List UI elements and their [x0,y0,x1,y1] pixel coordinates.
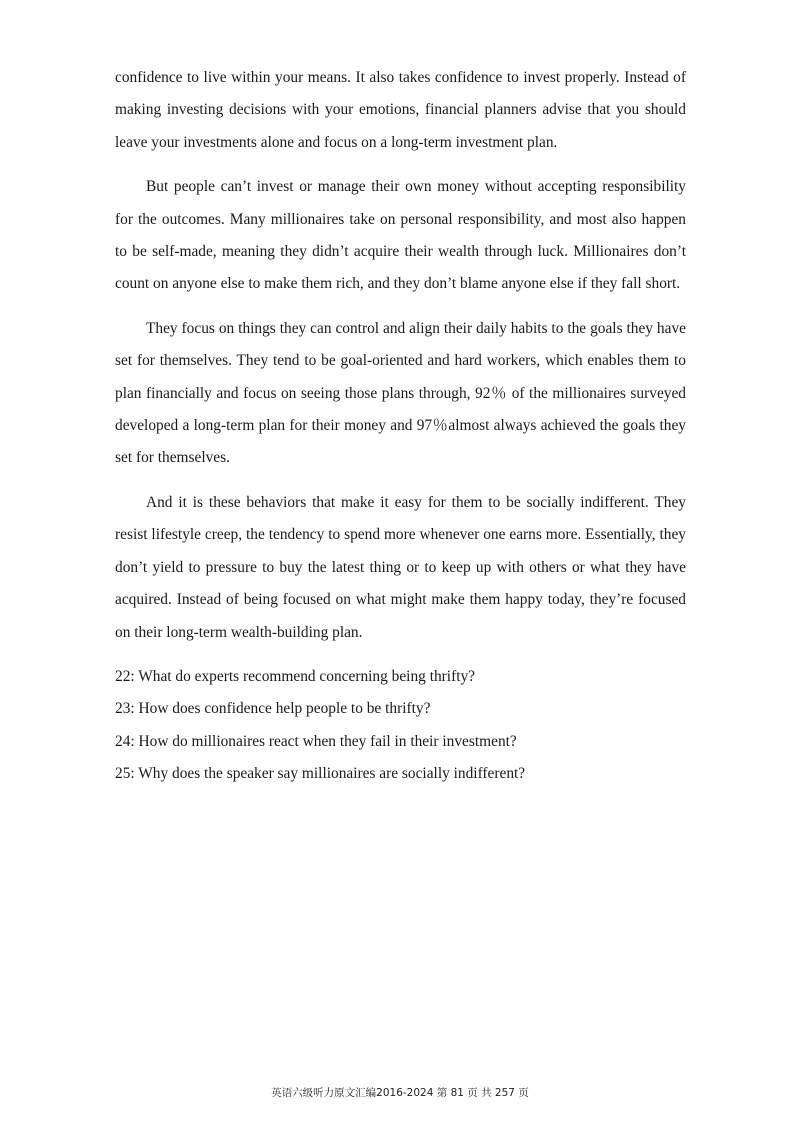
paragraph-1: confidence to live within your means. It also takes confidence to invest properly. Instead of making investing decisions with your emotions, financial planners advise that you should leave your investments alone and focus on a long-term investment plan. [115,69,686,151]
question-25: 25: Why does the speaker say millionaires are socially indifferent? [115,765,526,783]
paragraph-4: And it is these behaviors that make it easy for them to be socially indifferent. They resist lifestyle creep, the tendency to spend more whenever one earns more. Essentially, they don’t yield to pressure to buy the latest thing or to keep up with others or what they have acquired. Instead of being focused on what might make them happy today, they’re focused on their long-term wealth-building plan. [115,493,686,641]
question-23: 23: How does confidence help people to be thrifty? [115,700,431,718]
document-page [115,62,686,791]
question-24: 24: How do millionaires react when they fail in their investment? [115,732,517,750]
paragraph-2: But people can’t invest or manage their own money without accepting responsibility for the outcomes. Many millionaires take on personal responsibility, and most also happen to be self-made, meaning they didn’t acquire their wealth through luck. Millionaires don’t count on anyone else to make them rich, and they don’t blame anyone else if they fall short. [115,178,686,293]
question-list [115,661,686,791]
paragraph-3: They focus on things they can control and align their daily habits to the goals they have set for themselves. They tend to be goal-oriented and hard workers, which enables them to plan financially and focus on seeing those plans through, 92％ of the millionaires surveyed developed a long-term plan for their money and 97％almost always achieved the goals they set for themselves. [115,319,686,467]
page-footer: 英语六级听力原文汇编2016-2024 第 81 页 共 257 页 [271,1087,529,1099]
question-22: 22: What do experts recommend concerning being thrifty? [115,667,475,685]
